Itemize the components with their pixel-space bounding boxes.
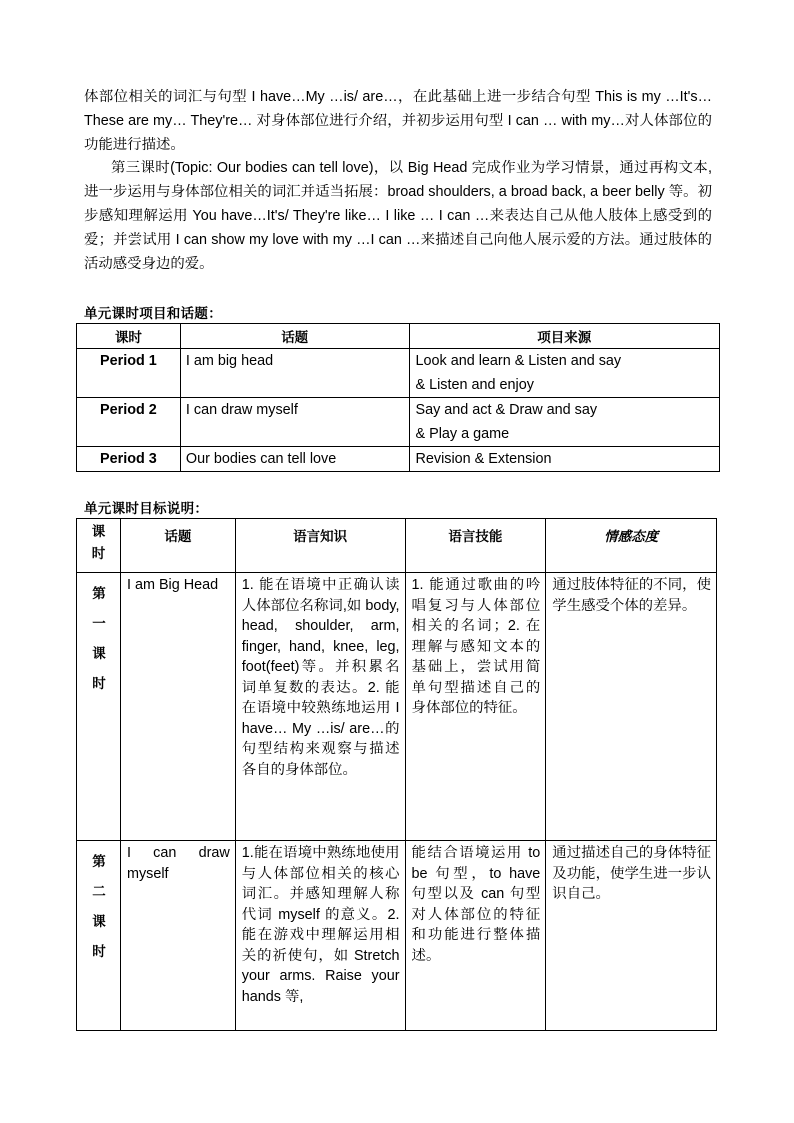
section-heading-objectives: 单元课时目标说明： xyxy=(84,501,209,517)
header-cell xyxy=(77,519,121,573)
table-header-row xyxy=(77,324,720,349)
attitude-cell: 通过描述自己的身体特征及功能，使学生进一步认识自己。 xyxy=(546,841,717,1031)
topic-cell: I can draw myself xyxy=(120,841,235,1031)
source-line: Look and learn & Listen and say xyxy=(415,353,622,369)
intro-paragraph-1 xyxy=(84,85,712,157)
table-header-row xyxy=(77,519,717,573)
source-line: Revision & Extension xyxy=(415,451,552,467)
paragraph-text: 体部位相关的词汇与句型 I have…My …is/ are…，在此基础上进一步结合句型 This is my …It's… These are my… They're… 对身体部位进行介绍，并初步运用句型 I can … with my…对人体部位的功能进行描述。 xyxy=(84,89,712,153)
period-cell xyxy=(77,573,121,841)
knowledge-cell: 1. 能在语境中正确认读人体部位名称词,如 body, head, shoulder, arm, finger, hand, knee, leg, foot(feet)等。并积累名词单复数的表达。2. 能在语境中较熟练地运用 I have… My …is/ are…的句型结构来观察与描述各自的身体部位。 xyxy=(235,573,405,841)
header-cell: 话题 xyxy=(120,519,235,573)
period-cell: Period 2 xyxy=(77,398,181,447)
knowledge-cell: 1.能在语境中熟练地使用与人体部位相关的核心词汇。并感知理解人称代词 myself 的意义。2. 能在游戏中理解运用相关的祈使句，如 Stretch your arms. Raise your hands 等, xyxy=(235,841,405,1031)
header-cell: 语言知识 xyxy=(235,519,405,573)
table-row xyxy=(77,573,717,841)
skills-cell: 1. 能通过歌曲的吟唱复习与人体部位相关的名词；2. 在理解与感知文本的基础上，尝试用简单句型描述自己的身体部位的特征。 xyxy=(405,573,546,841)
period-text: 第二课时 xyxy=(92,854,106,960)
source-cell xyxy=(409,349,720,398)
topic-cell: I am Big Head xyxy=(120,573,235,841)
header-cell: 项目来源 xyxy=(409,324,720,349)
topic-cell: I can draw myself xyxy=(180,398,409,447)
period-cell: Period 3 xyxy=(77,447,181,472)
header-cell: 语言技能 xyxy=(405,519,546,573)
topic-cell: Our bodies can tell love xyxy=(180,447,409,472)
source-line: & Play a game xyxy=(415,426,510,442)
source-cell xyxy=(409,447,720,472)
objectives-table xyxy=(76,518,717,1031)
periods-topics-table xyxy=(76,323,720,472)
table-row xyxy=(77,841,717,1031)
source-line: & Listen and enjoy xyxy=(415,377,534,393)
header-cell: 话题 xyxy=(180,324,409,349)
header-cell: 课时 xyxy=(77,324,181,349)
period-text: 第一课时 xyxy=(92,586,106,692)
skills-cell: 能结合语境运用 to be 句型，to have 句型以及 can 句型对人体部位的特征和功能进行整体描述。 xyxy=(405,841,546,1031)
header-cell: 情感态度 xyxy=(546,519,717,573)
period-cell: Period 1 xyxy=(77,349,181,398)
intro-paragraph-2 xyxy=(84,156,712,276)
paragraph-text: 第三课时(Topic: Our bodies can tell love)，以 Big Head 完成作业为学习情景，通过再构文本,进一步运用与身体部位相关的词汇并适当拓展：broad shoulders, a broad back, a beer belly 等。初步感知理解运用 You have…It's/ They're like… I like … I can …来表达自己从他人肢体上感受到的爱；并尝试用 I can show my love with my …I can …来描述自己向他人展示爱的方法。通过肢体的活动感受身边的爱。 xyxy=(84,160,712,272)
period-cell xyxy=(77,841,121,1031)
section-heading-periods: 单元课时项目和话题： xyxy=(84,306,222,322)
header-text: 课时 xyxy=(91,524,106,562)
table-row xyxy=(77,349,720,398)
source-line: Say and act & Draw and say xyxy=(415,402,598,418)
table-row xyxy=(77,398,720,447)
table-row xyxy=(77,447,720,472)
topic-cell: I am big head xyxy=(180,349,409,398)
attitude-cell: 通过肢体特征的不同，使学生感受个体的差异。 xyxy=(546,573,717,841)
source-cell xyxy=(409,398,720,447)
